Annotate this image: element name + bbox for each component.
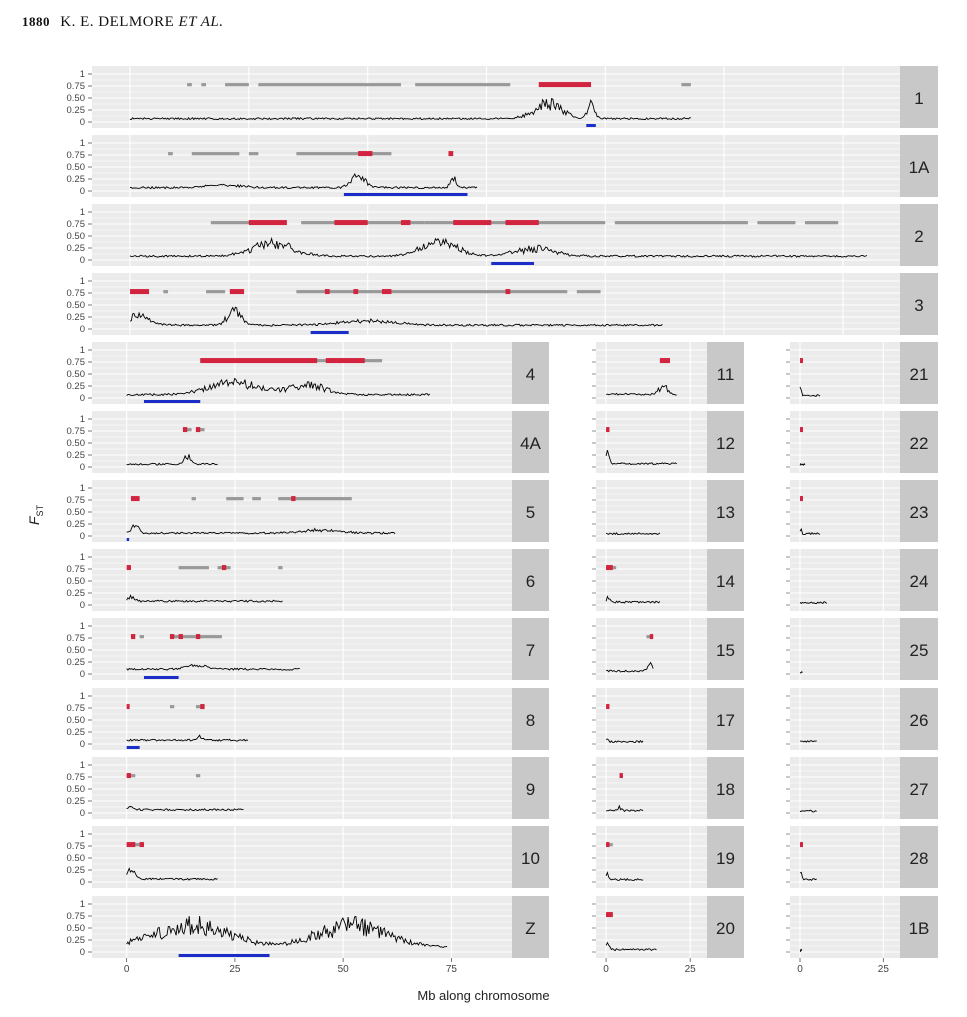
x-tick-label: 0 xyxy=(123,964,130,975)
outlier-window-gray xyxy=(201,83,206,86)
y-tick-label: 0.50 xyxy=(66,300,85,311)
panel-background xyxy=(92,480,512,542)
region-blue xyxy=(127,746,140,749)
y-tick-label: 1 xyxy=(79,483,85,494)
outlier-window-red xyxy=(606,565,613,570)
region-blue xyxy=(344,193,468,196)
outlier-window-gray xyxy=(415,83,510,86)
y-tick-label: 0.50 xyxy=(66,576,85,587)
outlier-window-gray xyxy=(615,221,748,224)
outlier-window-red xyxy=(620,773,623,778)
chrom-panel-22 xyxy=(786,411,938,473)
panel-background xyxy=(92,204,900,266)
y-tick-label: 1 xyxy=(79,69,85,80)
chromosome-label: 26 xyxy=(909,711,929,730)
y-tick-label: 0.75 xyxy=(66,219,85,230)
outlier-window-gray xyxy=(757,221,795,224)
outlier-window-red xyxy=(127,565,131,570)
y-tick-label: 0.75 xyxy=(66,772,85,783)
outlier-window-gray xyxy=(278,566,282,569)
y-tick-label: 0.75 xyxy=(66,633,85,644)
y-tick-label: 0 xyxy=(79,669,85,680)
outlier-window-red xyxy=(800,496,803,501)
y-tick-label: 0.50 xyxy=(66,645,85,656)
chromosome-label: 24 xyxy=(909,572,929,591)
chrom-panel-18 xyxy=(592,757,744,819)
outlier-window-red xyxy=(127,842,136,847)
outlier-window-red xyxy=(140,842,144,847)
chromosome-label: 23 xyxy=(909,503,929,522)
chromosome-label: Z xyxy=(525,919,536,938)
y-tick-label: 0 xyxy=(79,393,85,404)
outlier-window-gray xyxy=(226,497,243,500)
region-blue xyxy=(127,538,130,541)
outlier-window-red xyxy=(358,151,372,156)
chrom-panel-z xyxy=(67,896,550,958)
y-tick-label: 1 xyxy=(79,345,85,356)
y-axis-title: $F_{ST}$ xyxy=(26,504,45,525)
outlier-window-gray xyxy=(805,221,838,224)
chrom-panel-10 xyxy=(67,826,550,888)
y-tick-label: 0 xyxy=(79,117,85,128)
authors: K. E. DELMORE xyxy=(60,14,175,30)
chromosome-label: 11 xyxy=(716,365,735,384)
y-tick-label: 0.25 xyxy=(66,588,85,599)
chrom-panel-2 xyxy=(67,204,939,266)
x-tick-label: 75 xyxy=(445,964,457,975)
outlier-window-gray xyxy=(179,566,209,569)
y-tick-label: 0.50 xyxy=(66,369,85,380)
outlier-window-gray xyxy=(258,83,401,86)
chromosome-label: 5 xyxy=(525,503,536,522)
chrom-panel-14 xyxy=(592,549,744,611)
y-tick-label: 1 xyxy=(79,414,85,425)
outlier-window-gray xyxy=(206,290,225,293)
outlier-window-gray xyxy=(681,83,691,86)
y-tick-label: 0.25 xyxy=(66,657,85,668)
chrom-panel-20 xyxy=(592,896,744,958)
chrom-panel-8 xyxy=(67,688,550,750)
y-tick-label: 1 xyxy=(79,207,85,218)
y-tick-label: 1 xyxy=(79,621,85,632)
outlier-window-gray xyxy=(168,152,173,155)
x-tick-label: 25 xyxy=(877,964,889,975)
outlier-window-gray xyxy=(187,83,192,86)
y-tick-label: 0 xyxy=(79,877,85,888)
outlier-window-red xyxy=(401,220,411,225)
outlier-window-gray xyxy=(140,635,144,638)
chrom-panel-21 xyxy=(786,342,938,404)
chrom-panel-1b xyxy=(786,896,938,958)
region-blue xyxy=(144,400,200,403)
chrom-panel-7 xyxy=(67,618,550,680)
outlier-window-red xyxy=(800,358,803,363)
outlier-window-gray xyxy=(225,83,249,86)
chrom-panel-12 xyxy=(592,411,744,473)
y-tick-label: 0 xyxy=(79,255,85,266)
region-blue xyxy=(586,124,596,127)
y-tick-label: 0.75 xyxy=(66,703,85,714)
y-tick-label: 0.25 xyxy=(66,381,85,392)
chromosome-label: 1A xyxy=(908,158,930,177)
outlier-window-red xyxy=(660,358,670,363)
page-number: 1880 xyxy=(22,14,50,29)
chromosome-label: 20 xyxy=(716,919,735,938)
outlier-window-red xyxy=(200,358,317,363)
y-tick-label: 1 xyxy=(79,760,85,771)
chromosome-label: 22 xyxy=(909,434,929,453)
outlier-window-red xyxy=(325,289,330,294)
y-tick-label: 0.50 xyxy=(66,438,85,449)
y-tick-label: 0.75 xyxy=(66,81,85,92)
y-tick-label: 0.25 xyxy=(66,450,85,461)
outlier-window-red xyxy=(196,634,200,639)
x-axis-title: Mb along chromosome xyxy=(417,988,550,1003)
y-tick-label: 0 xyxy=(79,739,85,750)
outlier-window-red xyxy=(606,704,609,709)
y-tick-label: 0.50 xyxy=(66,784,85,795)
y-tick-label: 0.75 xyxy=(66,911,85,922)
chromosome-label: 6 xyxy=(525,572,536,591)
chrom-panel-26 xyxy=(786,688,938,750)
outlier-window-red xyxy=(453,220,491,225)
y-tick-label: 0.75 xyxy=(66,150,85,161)
region-blue xyxy=(179,954,270,957)
outlier-window-red xyxy=(506,289,511,294)
outlier-window-red xyxy=(448,151,453,156)
y-tick-label: 0 xyxy=(79,600,85,611)
outlier-window-gray xyxy=(296,290,567,293)
chrom-panel-1 xyxy=(67,66,939,128)
chromosome-label: 28 xyxy=(909,849,929,868)
outlier-window-red xyxy=(800,842,803,847)
x-tick-label: 0 xyxy=(797,964,803,975)
chromosome-label: 17 xyxy=(716,711,735,730)
outlier-window-red xyxy=(382,289,392,294)
chromosome-label: 19 xyxy=(716,849,735,868)
et-al: ET AL. xyxy=(178,14,224,30)
y-tick-label: 1 xyxy=(79,899,85,910)
outlier-window-gray xyxy=(278,497,352,500)
y-tick-label: 0.50 xyxy=(66,93,85,104)
chrom-panel-11 xyxy=(592,342,744,404)
y-tick-label: 0.50 xyxy=(66,162,85,173)
y-tick-label: 0 xyxy=(79,947,85,958)
outlier-window-red xyxy=(326,358,365,363)
outlier-window-red xyxy=(506,220,539,225)
outlier-window-red xyxy=(131,496,140,501)
chromosome-label: 25 xyxy=(909,641,929,660)
y-tick-label: 0.75 xyxy=(66,426,85,437)
y-tick-label: 0 xyxy=(79,462,85,473)
outlier-window-red xyxy=(200,704,204,709)
outlier-window-red xyxy=(249,220,287,225)
y-tick-label: 0.25 xyxy=(66,174,85,185)
y-tick-label: 1 xyxy=(79,691,85,702)
y-tick-label: 0 xyxy=(79,324,85,335)
y-tick-label: 1 xyxy=(79,276,85,287)
chromosome-label: 10 xyxy=(521,849,540,868)
chrom-panel-25 xyxy=(786,618,938,680)
outlier-window-gray xyxy=(252,497,261,500)
y-tick-label: 0.25 xyxy=(66,935,85,946)
y-tick-label: 0 xyxy=(79,186,85,197)
outlier-window-red xyxy=(291,496,295,501)
chromosome-label: 1B xyxy=(908,919,930,938)
chrom-panel-4a xyxy=(67,411,550,473)
outlier-window-red xyxy=(131,634,135,639)
outlier-window-gray xyxy=(577,290,601,293)
chromosome-label: 4 xyxy=(525,365,536,384)
y-tick-label: 0.75 xyxy=(66,841,85,852)
chromosome-label: 8 xyxy=(525,711,536,730)
outlier-window-red xyxy=(127,704,130,709)
chromosome-label: 27 xyxy=(909,780,929,799)
x-tick-label: 25 xyxy=(684,964,696,975)
y-tick-label: 0.25 xyxy=(66,796,85,807)
y-tick-label: 0 xyxy=(79,531,85,542)
outlier-window-red xyxy=(130,289,149,294)
y-tick-label: 0.25 xyxy=(66,105,85,116)
chromosome-label: 4A xyxy=(520,434,541,453)
y-tick-label: 0.50 xyxy=(66,715,85,726)
chromosome-label: 1 xyxy=(914,89,924,108)
outlier-window-gray xyxy=(192,497,196,500)
outlier-window-red xyxy=(334,220,367,225)
outlier-window-red xyxy=(222,565,226,570)
chrom-panel-1a xyxy=(67,135,939,197)
chromosome-label: 2 xyxy=(914,227,924,246)
outlier-window-red xyxy=(539,82,591,87)
chrom-panel-27 xyxy=(786,757,938,819)
chrom-panel-17 xyxy=(592,688,744,750)
outlier-window-red xyxy=(127,773,131,778)
y-tick-label: 0 xyxy=(79,808,85,819)
chrom-panel-13 xyxy=(592,480,744,542)
outlier-window-red xyxy=(606,842,609,847)
outlier-window-red xyxy=(606,427,609,432)
chrom-panel-24 xyxy=(786,549,938,611)
y-tick-label: 0.50 xyxy=(66,923,85,934)
chrom-panel-28 xyxy=(786,826,938,888)
outlier-window-red xyxy=(179,634,183,639)
region-blue xyxy=(311,331,349,334)
chromosome-label: 7 xyxy=(525,641,536,660)
chrom-panel-15 xyxy=(592,618,744,680)
chromosome-label: 13 xyxy=(716,503,735,522)
chrom-panel-4 xyxy=(67,342,550,404)
chromosome-label: 14 xyxy=(716,572,735,591)
outlier-window-red xyxy=(650,634,653,639)
outlier-window-gray xyxy=(163,290,168,293)
y-tick-label: 0.50 xyxy=(66,231,85,242)
y-tick-label: 0.50 xyxy=(66,853,85,864)
y-tick-label: 1 xyxy=(79,552,85,563)
y-tick-label: 0.75 xyxy=(66,288,85,299)
outlier-window-red xyxy=(230,289,244,294)
chromosome-label: 21 xyxy=(909,365,929,384)
y-tick-label: 0.25 xyxy=(66,865,85,876)
chrom-panel-3 xyxy=(67,273,939,335)
y-tick-label: 0.25 xyxy=(66,519,85,530)
panel-background xyxy=(92,66,900,128)
outlier-window-red xyxy=(800,427,803,432)
y-tick-label: 0.75 xyxy=(66,564,85,575)
x-tick-label: 25 xyxy=(229,964,241,975)
chromosome-label: 3 xyxy=(914,296,924,315)
chrom-panel-5 xyxy=(67,480,550,542)
outlier-window-red xyxy=(183,427,187,432)
panel-background xyxy=(92,549,512,611)
y-tick-label: 0.50 xyxy=(66,507,85,518)
outlier-window-gray xyxy=(296,152,391,155)
outlier-window-gray xyxy=(249,152,259,155)
chrom-panel-6 xyxy=(67,549,550,611)
region-blue xyxy=(144,676,179,679)
chrom-panel-19 xyxy=(592,826,744,888)
panel-background xyxy=(92,135,900,197)
outlier-window-red xyxy=(196,427,200,432)
outlier-window-gray xyxy=(192,152,240,155)
chromosome-label: 15 xyxy=(716,641,735,660)
panel-background xyxy=(92,618,512,680)
x-tick-label: 0 xyxy=(603,964,609,975)
chromosome-label: 9 xyxy=(525,780,536,799)
x-tick-label: 50 xyxy=(337,964,349,975)
panel-background xyxy=(92,688,512,750)
y-tick-label: 0.75 xyxy=(66,357,85,368)
y-tick-label: 1 xyxy=(79,829,85,840)
outlier-window-red xyxy=(606,912,613,917)
y-tick-label: 0.75 xyxy=(66,495,85,506)
chromosome-label: 18 xyxy=(716,780,735,799)
region-blue xyxy=(491,262,534,265)
chrom-panel-23 xyxy=(786,480,938,542)
chromosome-label: 12 xyxy=(716,434,735,453)
y-tick-label: 0.25 xyxy=(66,727,85,738)
y-tick-label: 1 xyxy=(79,138,85,149)
y-tick-label: 0.25 xyxy=(66,243,85,254)
chrom-panel-9 xyxy=(67,757,550,819)
outlier-window-red xyxy=(353,289,358,294)
y-tick-label: 0.25 xyxy=(66,312,85,323)
panel-background xyxy=(92,896,512,958)
outlier-window-gray xyxy=(196,774,200,777)
outlier-window-red xyxy=(170,634,174,639)
outlier-window-gray xyxy=(170,705,174,708)
